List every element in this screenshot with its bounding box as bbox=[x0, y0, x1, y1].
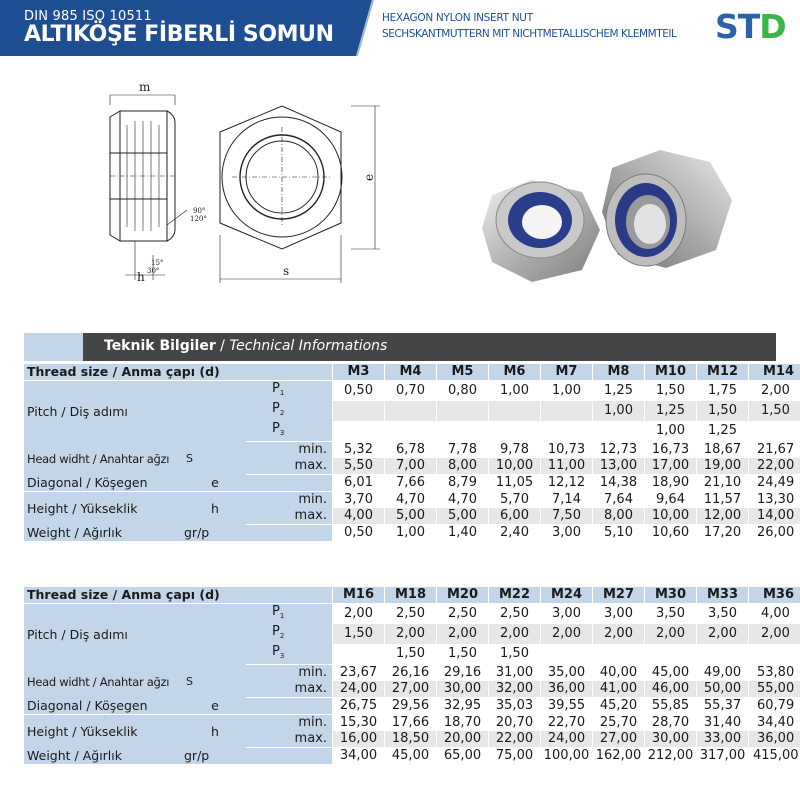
value-cell: 8,79 bbox=[436, 475, 488, 492]
size-cell: M4 bbox=[384, 364, 436, 381]
value-cell: 1,00 bbox=[592, 401, 644, 421]
row-weight bbox=[24, 748, 800, 764]
size-cell: M16 bbox=[332, 587, 384, 604]
value-cell: 3,00 bbox=[540, 525, 592, 541]
value-cell: 17,00 bbox=[644, 458, 696, 475]
value-cell: 55,37 bbox=[696, 698, 748, 715]
value-cell: 35,03 bbox=[488, 698, 540, 715]
row-head-width-min bbox=[24, 665, 800, 681]
label-weight: Weight / Ağırlık bbox=[24, 525, 184, 541]
value-cell: 6,00 bbox=[488, 508, 540, 525]
value-cell: 30,00 bbox=[644, 731, 696, 748]
value-cell: 36,00 bbox=[540, 681, 592, 698]
value-cell: 2,00 bbox=[332, 604, 384, 624]
label-pitch: Pitch / Diş adımı bbox=[24, 604, 246, 665]
value-cell: 14,00 bbox=[748, 508, 800, 525]
unit-gr-p: gr/p bbox=[184, 748, 246, 764]
title-english: HEXAGON NYLON INSERT NUT bbox=[382, 12, 533, 24]
value-cell: 21,10 bbox=[696, 475, 748, 492]
label-min: min. bbox=[246, 715, 332, 731]
value-cell: 50,00 bbox=[696, 681, 748, 698]
size-cell: M12 bbox=[696, 364, 748, 381]
value-cell: 5,70 bbox=[488, 492, 540, 508]
nut-side-view bbox=[110, 95, 187, 280]
value-cell: 7,64 bbox=[592, 492, 644, 508]
pitch-p1-label bbox=[246, 381, 332, 401]
value-cell: 55,85 bbox=[644, 698, 696, 715]
pitch-p1-label bbox=[246, 604, 332, 624]
size-cell: M27 bbox=[592, 587, 644, 604]
size-cell: M7 bbox=[540, 364, 592, 381]
value-cell: 2,00 bbox=[592, 624, 644, 644]
pitch-p3-label bbox=[246, 644, 332, 665]
dim-m: m bbox=[139, 80, 151, 94]
value-cell: 2,00 bbox=[696, 624, 748, 644]
label-thread-size: Thread size / Anma çapı (d) bbox=[24, 364, 332, 381]
p-letter: P bbox=[272, 604, 280, 619]
value-cell: 36,00 bbox=[748, 731, 800, 748]
value-cell bbox=[592, 644, 644, 665]
dim-s: s bbox=[283, 264, 290, 278]
row-thread-size bbox=[24, 587, 800, 604]
value-cell: 1,25 bbox=[592, 381, 644, 401]
value-cell bbox=[332, 401, 384, 421]
value-cell: 212,00 bbox=[644, 748, 696, 764]
label-min: min. bbox=[246, 442, 332, 458]
value-cell: 55,00 bbox=[748, 681, 800, 698]
value-cell: 9,78 bbox=[488, 442, 540, 458]
value-cell: 34,40 bbox=[748, 715, 800, 731]
label-pitch: Pitch / Diş adımı bbox=[24, 381, 246, 442]
size-cell: M30 bbox=[644, 587, 696, 604]
size-cell: M8 bbox=[592, 364, 644, 381]
value-cell: 26,16 bbox=[384, 665, 436, 681]
value-cell: 0,70 bbox=[384, 381, 436, 401]
value-cell bbox=[748, 644, 800, 665]
section-header bbox=[24, 333, 776, 361]
p-letter: P bbox=[272, 644, 280, 659]
value-cell: 2,50 bbox=[384, 604, 436, 624]
value-cell: 65,00 bbox=[436, 748, 488, 764]
value-cell bbox=[436, 421, 488, 442]
value-cell: 39,55 bbox=[540, 698, 592, 715]
title-turkish: ALTIKÖŞE FİBERLİ SOMUN bbox=[24, 22, 334, 47]
p-letter: P bbox=[272, 401, 280, 416]
spec-table-1 bbox=[24, 364, 800, 541]
value-cell: 11,05 bbox=[488, 475, 540, 492]
value-cell bbox=[540, 421, 592, 442]
section-title-separator: / bbox=[215, 338, 230, 354]
value-cell: 11,57 bbox=[696, 492, 748, 508]
p-index: 3 bbox=[279, 652, 285, 660]
value-cell: 1,00 bbox=[488, 381, 540, 401]
angle-120: 120° bbox=[190, 215, 207, 223]
value-cell: 0,50 bbox=[332, 381, 384, 401]
value-cell: 10,00 bbox=[488, 458, 540, 475]
value-cell: 7,78 bbox=[436, 442, 488, 458]
value-cell: 7,00 bbox=[384, 458, 436, 475]
value-cell: 2,00 bbox=[748, 381, 800, 401]
p-index: 1 bbox=[279, 612, 285, 620]
value-cell: 3,00 bbox=[592, 604, 644, 624]
technical-drawing bbox=[95, 75, 395, 290]
value-cell: 8,00 bbox=[436, 458, 488, 475]
value-cell: 10,60 bbox=[644, 525, 696, 541]
value-cell: 29,56 bbox=[384, 698, 436, 715]
empty-cell bbox=[246, 525, 332, 541]
empty-cell bbox=[246, 748, 332, 764]
dim-e: e bbox=[362, 173, 376, 181]
size-cell: M6 bbox=[488, 364, 540, 381]
size-cell: M5 bbox=[436, 364, 488, 381]
value-cell: 5,00 bbox=[436, 508, 488, 525]
label-head-width: Head widht / Anahtar ağzı bbox=[24, 442, 184, 475]
value-cell: 26,75 bbox=[332, 698, 384, 715]
value-cell: 1,50 bbox=[384, 644, 436, 665]
value-cell bbox=[384, 401, 436, 421]
symbol-s: S bbox=[184, 442, 246, 475]
value-cell: 41,00 bbox=[592, 681, 644, 698]
size-cell: M3 bbox=[332, 364, 384, 381]
value-cell: 14,38 bbox=[592, 475, 644, 492]
label-max: max. bbox=[246, 731, 332, 748]
value-cell: 3,70 bbox=[332, 492, 384, 508]
value-cell: 4,00 bbox=[748, 604, 800, 624]
value-cell: 35,00 bbox=[540, 665, 592, 681]
size-cell: M36 bbox=[748, 587, 800, 604]
size-cell: M20 bbox=[436, 587, 488, 604]
label-weight: Weight / Ağırlık bbox=[24, 748, 184, 764]
pitch-p2-label bbox=[246, 624, 332, 644]
value-cell: 27,00 bbox=[384, 681, 436, 698]
value-cell: 1,00 bbox=[540, 381, 592, 401]
logo-accent: D bbox=[759, 7, 786, 46]
value-cell: 5,10 bbox=[592, 525, 644, 541]
row-head-width-min bbox=[24, 442, 800, 458]
symbol-e: e bbox=[184, 698, 246, 715]
value-cell: 17,20 bbox=[696, 525, 748, 541]
angle-90: 90° bbox=[193, 207, 206, 215]
standard-code: DIN 985 ISO 10511 bbox=[24, 9, 152, 24]
value-cell bbox=[540, 644, 592, 665]
section-title-tr: Teknik Bilgiler bbox=[104, 338, 216, 354]
row-weight bbox=[24, 525, 800, 541]
value-cell: 18,90 bbox=[644, 475, 696, 492]
value-cell: 16,73 bbox=[644, 442, 696, 458]
value-cell: 10,00 bbox=[644, 508, 696, 525]
value-cell: 31,40 bbox=[696, 715, 748, 731]
value-cell: 7,14 bbox=[540, 492, 592, 508]
row-height-min bbox=[24, 492, 800, 508]
p-index: 2 bbox=[279, 409, 285, 417]
value-cell: 13,00 bbox=[592, 458, 644, 475]
value-cell: 7,50 bbox=[540, 508, 592, 525]
value-cell: 25,70 bbox=[592, 715, 644, 731]
value-cell: 18,50 bbox=[384, 731, 436, 748]
p-index: 1 bbox=[279, 389, 285, 397]
value-cell: 4,70 bbox=[384, 492, 436, 508]
value-cell: 1,75 bbox=[696, 381, 748, 401]
value-cell: 75,00 bbox=[488, 748, 540, 764]
section-title-en: Technical Informations bbox=[229, 338, 388, 354]
value-cell: 4,00 bbox=[332, 508, 384, 525]
label-diagonal: Diagonal / Köşegen bbox=[24, 698, 184, 715]
symbol-h: h bbox=[184, 492, 246, 525]
label-max: max. bbox=[246, 458, 332, 475]
label-max: max. bbox=[246, 508, 332, 525]
value-cell: 32,95 bbox=[436, 698, 488, 715]
value-cell: 34,00 bbox=[332, 748, 384, 764]
value-cell: 26,00 bbox=[748, 525, 800, 541]
row-height-min bbox=[24, 715, 800, 731]
value-cell: 18,70 bbox=[436, 715, 488, 731]
value-cell: 23,67 bbox=[332, 665, 384, 681]
value-cell: 0,50 bbox=[332, 525, 384, 541]
nut-photo-left bbox=[482, 180, 600, 282]
value-cell bbox=[488, 421, 540, 442]
value-cell: 2,00 bbox=[540, 624, 592, 644]
value-cell: 11,00 bbox=[540, 458, 592, 475]
value-cell: 4,70 bbox=[436, 492, 488, 508]
label-min: min. bbox=[246, 492, 332, 508]
value-cell: 415,00 bbox=[748, 748, 800, 764]
value-cell: 1,25 bbox=[696, 421, 748, 442]
value-cell: 2,50 bbox=[436, 604, 488, 624]
section-title bbox=[104, 338, 387, 354]
label-min: min. bbox=[246, 665, 332, 681]
value-cell: 19,00 bbox=[696, 458, 748, 475]
value-cell: 1,50 bbox=[332, 624, 384, 644]
value-cell bbox=[384, 421, 436, 442]
value-cell: 3,50 bbox=[644, 604, 696, 624]
value-cell: 33,00 bbox=[696, 731, 748, 748]
label-height: Height / Yükseklik bbox=[24, 715, 184, 748]
value-cell: 24,49 bbox=[748, 475, 800, 492]
value-cell: 2,00 bbox=[644, 624, 696, 644]
value-cell: 46,00 bbox=[644, 681, 696, 698]
value-cell: 9,64 bbox=[644, 492, 696, 508]
value-cell: 49,00 bbox=[696, 665, 748, 681]
value-cell: 2,40 bbox=[488, 525, 540, 541]
value-cell: 29,16 bbox=[436, 665, 488, 681]
value-cell: 22,70 bbox=[540, 715, 592, 731]
title-german: SECHSKANTMUTTERN MIT NICHTMETALLISCHEM KLEMMTEIL bbox=[382, 28, 677, 40]
value-cell: 45,00 bbox=[384, 748, 436, 764]
value-cell: 317,00 bbox=[696, 748, 748, 764]
std-logo bbox=[715, 7, 786, 46]
row-diagonal bbox=[24, 475, 800, 492]
value-cell: 27,00 bbox=[592, 731, 644, 748]
value-cell: 17,66 bbox=[384, 715, 436, 731]
value-cell: 15,30 bbox=[332, 715, 384, 731]
value-cell bbox=[488, 401, 540, 421]
product-photo bbox=[470, 140, 740, 315]
angle-30: 30° bbox=[147, 267, 160, 275]
value-cell: 5,50 bbox=[332, 458, 384, 475]
value-cell bbox=[748, 421, 800, 442]
value-cell: 22,00 bbox=[748, 458, 800, 475]
value-cell: 53,80 bbox=[748, 665, 800, 681]
p-letter: P bbox=[272, 421, 280, 436]
value-cell bbox=[332, 644, 384, 665]
label-thread-size: Thread size / Anma çapı (d) bbox=[24, 587, 332, 604]
size-cell: M18 bbox=[384, 587, 436, 604]
value-cell: 8,00 bbox=[592, 508, 644, 525]
symbol-e: e bbox=[184, 475, 246, 492]
value-cell: 24,00 bbox=[540, 731, 592, 748]
pitch-p2-label bbox=[246, 401, 332, 421]
value-cell: 7,66 bbox=[384, 475, 436, 492]
nut-front-view bbox=[220, 106, 380, 283]
value-cell bbox=[592, 421, 644, 442]
symbol-h: h bbox=[184, 715, 246, 748]
size-cell: M14 bbox=[748, 364, 800, 381]
p-letter: P bbox=[272, 381, 280, 396]
dim-h: h bbox=[137, 270, 145, 284]
value-cell: 2,00 bbox=[436, 624, 488, 644]
value-cell: 2,50 bbox=[488, 604, 540, 624]
value-cell: 1,50 bbox=[488, 644, 540, 665]
angle-15: 15° bbox=[151, 259, 164, 267]
value-cell: 30,00 bbox=[436, 681, 488, 698]
value-cell bbox=[540, 401, 592, 421]
value-cell: 12,12 bbox=[540, 475, 592, 492]
label-head-width: Head widht / Anahtar ağzı bbox=[24, 665, 184, 698]
empty-cell bbox=[246, 475, 332, 492]
value-cell: 28,70 bbox=[644, 715, 696, 731]
value-cell: 1,00 bbox=[384, 525, 436, 541]
value-cell bbox=[696, 644, 748, 665]
value-cell bbox=[332, 421, 384, 442]
unit-gr-p: gr/p bbox=[184, 525, 246, 541]
p-letter: P bbox=[272, 624, 280, 639]
value-cell: 1,50 bbox=[436, 644, 488, 665]
section-accent bbox=[24, 333, 83, 361]
value-cell: 5,00 bbox=[384, 508, 436, 525]
value-cell: 100,00 bbox=[540, 748, 592, 764]
value-cell: 0,80 bbox=[436, 381, 488, 401]
label-max: max. bbox=[246, 681, 332, 698]
value-cell: 31,00 bbox=[488, 665, 540, 681]
p-index: 3 bbox=[279, 429, 285, 437]
value-cell: 1,50 bbox=[748, 401, 800, 421]
value-cell: 12,00 bbox=[696, 508, 748, 525]
value-cell: 45,20 bbox=[592, 698, 644, 715]
size-cell: M24 bbox=[540, 587, 592, 604]
pitch-p3-label bbox=[246, 421, 332, 442]
label-height: Height / Yükseklik bbox=[24, 492, 184, 525]
nut-photo-right bbox=[602, 150, 732, 268]
label-diagonal: Diagonal / Köşegen bbox=[24, 475, 184, 492]
value-cell: 18,67 bbox=[696, 442, 748, 458]
value-cell bbox=[436, 401, 488, 421]
size-cell: M33 bbox=[696, 587, 748, 604]
value-cell: 2,00 bbox=[384, 624, 436, 644]
header bbox=[0, 0, 800, 56]
logo-text: ST bbox=[715, 7, 760, 46]
value-cell: 20,00 bbox=[436, 731, 488, 748]
value-cell: 60,79 bbox=[748, 698, 800, 715]
value-cell: 1,40 bbox=[436, 525, 488, 541]
row-diagonal bbox=[24, 698, 800, 715]
value-cell: 16,00 bbox=[332, 731, 384, 748]
value-cell: 1,50 bbox=[696, 401, 748, 421]
row-pitch-p1 bbox=[24, 381, 800, 401]
value-cell: 24,00 bbox=[332, 681, 384, 698]
value-cell: 45,00 bbox=[644, 665, 696, 681]
symbol-s: S bbox=[184, 665, 246, 698]
p-index: 2 bbox=[279, 632, 285, 640]
value-cell: 22,00 bbox=[488, 731, 540, 748]
size-cell: M22 bbox=[488, 587, 540, 604]
value-cell: 6,01 bbox=[332, 475, 384, 492]
row-thread-size bbox=[24, 364, 800, 381]
value-cell: 3,00 bbox=[540, 604, 592, 624]
value-cell: 6,78 bbox=[384, 442, 436, 458]
row-pitch-p1 bbox=[24, 604, 800, 624]
value-cell bbox=[644, 644, 696, 665]
value-cell: 13,30 bbox=[748, 492, 800, 508]
value-cell: 32,00 bbox=[488, 681, 540, 698]
value-cell: 1,25 bbox=[644, 401, 696, 421]
value-cell: 40,00 bbox=[592, 665, 644, 681]
value-cell: 12,73 bbox=[592, 442, 644, 458]
spec-table-2 bbox=[24, 587, 800, 764]
value-cell: 21,67 bbox=[748, 442, 800, 458]
value-cell: 5,32 bbox=[332, 442, 384, 458]
empty-cell bbox=[246, 698, 332, 715]
value-cell: 20,70 bbox=[488, 715, 540, 731]
value-cell: 2,00 bbox=[748, 624, 800, 644]
size-cell: M10 bbox=[644, 364, 696, 381]
value-cell: 10,73 bbox=[540, 442, 592, 458]
value-cell: 2,00 bbox=[488, 624, 540, 644]
value-cell: 1,50 bbox=[644, 381, 696, 401]
value-cell: 1,00 bbox=[644, 421, 696, 442]
value-cell: 3,50 bbox=[696, 604, 748, 624]
value-cell: 162,00 bbox=[592, 748, 644, 764]
